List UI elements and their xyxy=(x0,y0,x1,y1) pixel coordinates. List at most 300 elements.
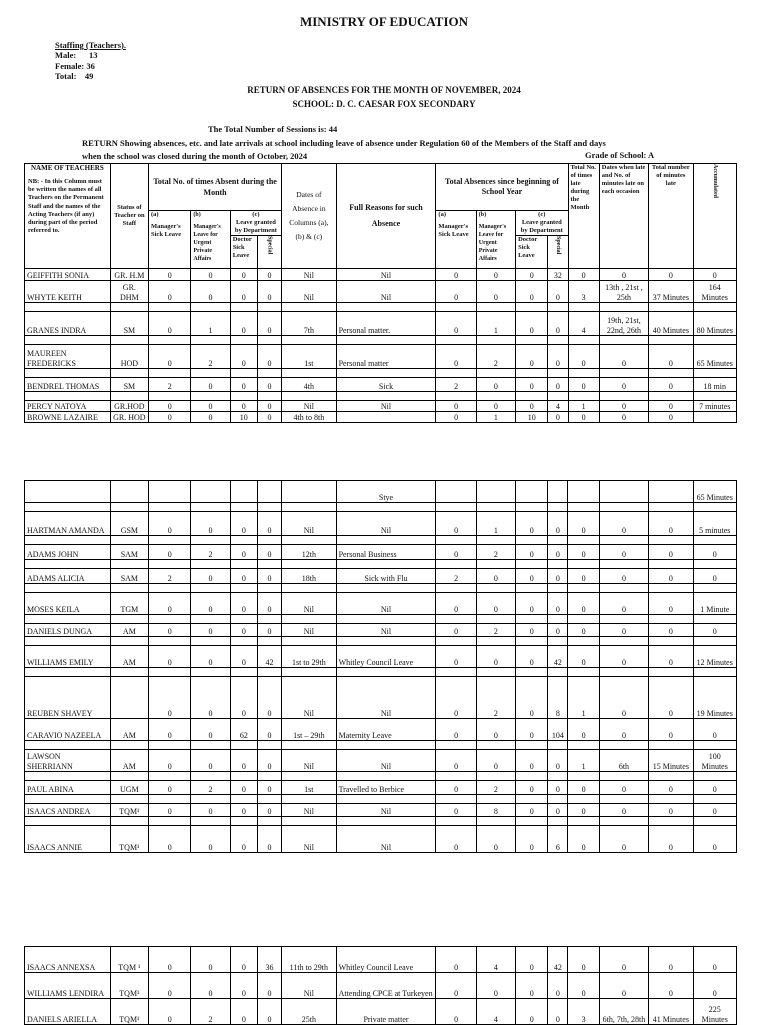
urgent-leave-cell: 0 xyxy=(191,412,230,423)
special-leave-cell: 0 xyxy=(257,781,281,795)
sick-leave-cell: 0 xyxy=(149,677,191,719)
late-count-cell: 3 xyxy=(568,281,599,303)
table-row-spacer xyxy=(25,795,737,804)
total-urgent-cell: 0 xyxy=(476,646,515,668)
header-special xyxy=(257,236,281,269)
special-leave-cell: 0 xyxy=(257,750,281,772)
urgent-leave-cell: 0 xyxy=(191,569,230,584)
doctor-leave-cell: 0 xyxy=(230,512,257,536)
total-doctor-cell: 0 xyxy=(516,826,548,853)
table-row xyxy=(25,481,737,503)
urgent-leave-cell: 0 xyxy=(191,750,230,772)
urgent-leave-cell: 1 xyxy=(191,312,230,336)
header-col-b-2: (b) xyxy=(478,212,487,218)
total-sick-cell: 0 xyxy=(436,281,476,303)
late-count-cell: 0 xyxy=(568,378,599,392)
header-col-a: (a) xyxy=(151,211,159,218)
absence-dates-cell: 25th xyxy=(282,999,336,1025)
absence-dates-cell: Nil xyxy=(282,826,336,853)
header-urgent-label: Manager's Leave for Urgent Private Affairs xyxy=(193,224,221,262)
absence-reason-cell: Nil xyxy=(336,804,436,817)
teacher-name-cell: REUBEN SHAVEY xyxy=(25,677,111,719)
total-urgent-cell: 4 xyxy=(476,947,515,973)
special-leave-cell: 0 xyxy=(257,269,281,281)
doctor-leave-cell: 0 xyxy=(230,826,257,853)
status-cell: UGM xyxy=(110,781,148,795)
accumulated-cell: 5 minutes xyxy=(693,512,737,536)
total-sick-cell: 0 xyxy=(436,312,476,336)
absence-reason-cell: Nil xyxy=(336,281,436,303)
late-count-cell: 0 xyxy=(568,646,599,668)
status-cell: TQM¹ xyxy=(110,826,148,853)
teacher-name-cell: HARTMAN AMANDA xyxy=(25,512,111,536)
late-count-cell: 0 xyxy=(568,569,599,584)
late-count-cell: 0 xyxy=(568,973,599,999)
absence-reason-cell: Maternity Leave xyxy=(336,719,436,741)
total-doctor-cell: 0 xyxy=(516,512,548,536)
late-count-cell: 0 xyxy=(568,719,599,741)
absence-dates-cell: 4th xyxy=(282,378,336,392)
table-row xyxy=(25,312,737,336)
teacher-name-cell: CARAVIO NAZEELA xyxy=(25,719,111,741)
late-minutes-cell: 0 xyxy=(649,593,693,615)
urgent-leave-cell: 0 xyxy=(191,677,230,719)
late-count-cell: 1 xyxy=(568,677,599,719)
total-doctor-cell: 0 xyxy=(516,401,548,412)
total-special-cell: 0 xyxy=(548,624,568,637)
total-urgent-cell: 2 xyxy=(476,545,515,560)
total-urgent-cell: 0 xyxy=(476,378,515,392)
total-doctor-cell: 0 xyxy=(516,677,548,719)
accumulated-cell: 19 Minutes xyxy=(693,677,737,719)
total-sick-cell: 0 xyxy=(436,750,476,772)
table-row xyxy=(25,804,737,817)
teacher-name-cell: BROWNE LAZAIRE xyxy=(25,412,111,423)
total-doctor-cell: 0 xyxy=(516,947,548,973)
total-doctor-cell: 0 xyxy=(516,281,548,303)
special-leave-cell: 0 xyxy=(257,512,281,536)
doctor-leave-cell: 0 xyxy=(230,378,257,392)
late-count-cell: 0 xyxy=(568,412,599,423)
doctor-leave-cell: 0 xyxy=(230,781,257,795)
absence-dates-cell: 1st xyxy=(282,781,336,795)
total-sick-cell: 0 xyxy=(436,269,476,281)
absence-table-section-3 xyxy=(24,946,737,1025)
header-late-count: Total No. of times late during the Month xyxy=(568,164,599,269)
school-name: SCHOOL: D. C. CAESAR FOX SECONDARY xyxy=(292,98,476,109)
accumulated-cell: 0 xyxy=(693,826,737,853)
late-dates-cell xyxy=(599,481,648,503)
urgent-leave-cell: 2 xyxy=(191,999,230,1025)
late-minutes-cell: 0 xyxy=(649,569,693,584)
sick-leave-cell: 0 xyxy=(149,312,191,336)
doctor-leave-cell: 0 xyxy=(230,804,257,817)
header-col-c: (c) xyxy=(252,211,260,218)
total-special-cell: 104 xyxy=(548,719,568,741)
late-count-cell: 0 xyxy=(568,624,599,637)
urgent-leave-cell: 0 xyxy=(191,378,230,392)
sick-leave-cell: 0 xyxy=(149,345,191,369)
doctor-leave-cell: 0 xyxy=(230,947,257,973)
urgent-leave-cell: 0 xyxy=(191,804,230,817)
special-leave-cell: 0 xyxy=(257,624,281,637)
special-leave-cell: 42 xyxy=(257,646,281,668)
total-special-cell: 0 xyxy=(548,281,568,303)
late-count-cell: 1 xyxy=(568,401,599,412)
header-name-title: NAME OF TEACHERS xyxy=(30,164,104,172)
special-leave-cell: 0 xyxy=(257,593,281,615)
accumulated-cell xyxy=(693,412,736,423)
absence-reason-cell: Nil xyxy=(336,593,436,615)
total-special-cell: 0 xyxy=(548,593,568,615)
total-doctor-cell: 0 xyxy=(516,973,548,999)
late-count-cell: 3 xyxy=(568,999,599,1025)
total-urgent-cell: 2 xyxy=(476,677,515,719)
total-urgent-cell: 4 xyxy=(476,999,515,1025)
sick-leave-cell: 0 xyxy=(149,804,191,817)
staffing-summary xyxy=(55,40,126,81)
header-sick-label-2: Manager's Sick Leave xyxy=(438,223,469,238)
special-leave-cell: 0 xyxy=(257,345,281,369)
urgent-leave-cell: 0 xyxy=(191,646,230,668)
total-sick-cell: 0 xyxy=(436,947,476,973)
header-urgent-b-2 xyxy=(476,211,515,269)
special-leave-cell: 0 xyxy=(257,677,281,719)
absence-dates-cell: Nil xyxy=(282,269,336,281)
urgent-leave-cell: 0 xyxy=(191,947,230,973)
teacher-name-cell: DANIELS ARIELLA xyxy=(25,999,111,1025)
accumulated-cell: 12 Minutes xyxy=(693,646,737,668)
absence-reason-cell: Nil xyxy=(336,826,436,853)
doctor-leave-cell xyxy=(230,481,257,503)
table-row xyxy=(25,545,737,560)
absence-reason-cell: Nil xyxy=(336,269,436,281)
urgent-leave-cell: 2 xyxy=(191,345,230,369)
absence-dates-cell: 18th xyxy=(282,569,336,584)
status-cell: HOD xyxy=(110,345,148,369)
doctor-leave-cell: 0 xyxy=(230,593,257,615)
total-urgent-cell: 2 xyxy=(476,624,515,637)
status-cell: TQM¹ xyxy=(110,973,148,999)
total-urgent-cell: 0 xyxy=(476,569,515,584)
late-dates-cell: 6th xyxy=(599,750,648,772)
accumulated-cell: 0 xyxy=(693,947,737,973)
absence-reason-cell: Sick with Flu xyxy=(336,569,436,584)
header-dept-label: Leave granted by Department xyxy=(234,219,277,234)
teacher-name-cell xyxy=(25,481,111,503)
total-doctor-cell: 0 xyxy=(516,646,548,668)
late-minutes-cell: 0 xyxy=(649,947,693,973)
accumulated-cell: 100 Minutes xyxy=(693,750,737,772)
status-cell xyxy=(110,481,148,503)
late-dates-cell: 0 xyxy=(599,677,648,719)
special-leave-cell: 0 xyxy=(257,973,281,999)
accumulated-cell: 0 xyxy=(693,781,737,795)
special-leave-cell: 0 xyxy=(257,569,281,584)
table-row-spacer xyxy=(25,560,737,569)
header-doctor-2: Doctor Sick Leave xyxy=(516,236,548,269)
accumulated-cell: 65 Minutes xyxy=(693,481,737,503)
absence-dates-cell: 1st xyxy=(282,345,336,369)
total-sick-cell: 2 xyxy=(436,378,476,392)
status-cell: TQM ¹ xyxy=(110,947,148,973)
teacher-name-cell: WILLIAMS LENDIRA xyxy=(25,973,111,999)
table-row xyxy=(25,281,737,303)
table-row xyxy=(25,624,737,637)
table-row xyxy=(25,826,737,853)
total-sick-cell: 0 xyxy=(436,624,476,637)
sick-leave-cell: 2 xyxy=(149,378,191,392)
total-sick-cell: 0 xyxy=(436,781,476,795)
total-doctor-cell: 0 xyxy=(516,345,548,369)
total-urgent-cell: 0 xyxy=(476,269,515,281)
late-count-cell: 0 xyxy=(568,781,599,795)
late-dates-cell: 0 xyxy=(599,804,648,817)
page-title: MINISTRY OF EDUCATION xyxy=(299,14,469,29)
absence-reason-cell: Stye xyxy=(336,481,436,503)
teacher-name-cell: PAUL ABINA xyxy=(25,781,111,795)
late-minutes-cell: 0 xyxy=(649,512,693,536)
total-urgent-cell: 0 xyxy=(476,593,515,615)
special-leave-cell: 0 xyxy=(257,804,281,817)
late-count-cell xyxy=(568,481,599,503)
late-minutes-cell: 0 xyxy=(649,719,693,741)
urgent-leave-cell: 0 xyxy=(191,512,230,536)
special-leave-cell: 0 xyxy=(257,312,281,336)
teacher-name-cell: ISAACS ANDREA xyxy=(25,804,111,817)
table-row xyxy=(25,750,737,772)
late-count-cell: 0 xyxy=(568,947,599,973)
accumulated-cell: 80 Minutes xyxy=(693,312,736,336)
absence-dates-cell: Nil xyxy=(282,804,336,817)
total-doctor-cell: 10 xyxy=(516,412,548,423)
staffing-male: Male: 13 xyxy=(55,50,98,61)
header-special-label: Special xyxy=(266,236,273,255)
absence-dates-cell: 1st – 29th xyxy=(282,719,336,741)
late-minutes-cell: 15 Minutes xyxy=(649,750,693,772)
urgent-leave-cell: 2 xyxy=(191,545,230,560)
absence-dates-cell: 4th to 8th xyxy=(282,412,336,423)
late-count-cell: 1 xyxy=(568,750,599,772)
table-row-spacer xyxy=(25,392,737,401)
special-leave-cell: 0 xyxy=(257,999,281,1025)
total-special-cell: 0 xyxy=(548,378,568,392)
absence-dates-cell: Nil xyxy=(282,593,336,615)
total-doctor-cell: 0 xyxy=(516,750,548,772)
doctor-leave-cell: 0 xyxy=(230,312,257,336)
table-row xyxy=(25,378,737,392)
status-cell: AM xyxy=(110,750,148,772)
teacher-name-cell: GEIFFITH SONIA xyxy=(25,269,111,281)
doctor-leave-cell: 0 xyxy=(230,401,257,412)
urgent-leave-cell: 0 xyxy=(191,719,230,741)
table-row xyxy=(25,973,737,999)
absence-dates-cell: Nil xyxy=(282,973,336,999)
table-row xyxy=(25,512,737,536)
total-doctor-cell: 0 xyxy=(516,624,548,637)
sick-leave-cell: 0 xyxy=(149,947,191,973)
accumulated-cell: 0 xyxy=(693,545,737,560)
description-line-2: when the school was closed during the month of October, 2024 xyxy=(82,151,308,161)
late-dates-cell: 0 xyxy=(599,947,648,973)
status-cell: SAM xyxy=(110,545,148,560)
total-doctor-cell: 0 xyxy=(516,804,548,817)
late-count-cell: 0 xyxy=(568,269,599,281)
late-dates-cell: 0 xyxy=(599,719,648,741)
special-leave-cell: 0 xyxy=(257,412,281,423)
late-count-cell: 4 xyxy=(568,312,599,336)
sick-leave-cell: 0 xyxy=(149,719,191,741)
absence-dates-cell xyxy=(282,481,336,503)
header-name-note: NB: - In this Column must be written the names of all Teachers on the Permanent Staff and the names of the Acting Teachers (if any) during part of the period referred to. xyxy=(28,178,104,235)
doctor-leave-cell: 62 xyxy=(230,719,257,741)
header-dates-absence: Dates of Absence in Columns (a), (b) & (c) xyxy=(282,164,336,269)
header-accumulated-label: Accumulated xyxy=(711,164,718,198)
late-dates-cell: 0 xyxy=(599,269,648,281)
total-special-cell: 8 xyxy=(548,677,568,719)
total-urgent-cell: 0 xyxy=(476,750,515,772)
urgent-leave-cell: 0 xyxy=(191,624,230,637)
late-dates-cell: 0 xyxy=(599,781,648,795)
late-minutes-cell: 0 xyxy=(649,378,693,392)
school-grade: Grade of School: A xyxy=(585,150,655,160)
accumulated-cell: 0 xyxy=(693,804,737,817)
late-count-cell: 0 xyxy=(568,804,599,817)
late-dates-cell: 0 xyxy=(599,512,648,536)
late-dates-cell: 6th, 7th, 28th xyxy=(599,999,648,1025)
total-special-cell: 0 xyxy=(548,569,568,584)
sick-leave-cell: 0 xyxy=(149,545,191,560)
sick-leave-cell: 0 xyxy=(149,269,191,281)
sick-leave-cell: 0 xyxy=(149,826,191,853)
sessions-count: The Total Number of Sessions is: 44 xyxy=(208,124,338,134)
total-urgent-cell: 2 xyxy=(476,781,515,795)
header-special-2 xyxy=(548,236,568,269)
absence-reason-cell: Personal matter xyxy=(336,345,436,369)
total-sick-cell xyxy=(436,481,476,503)
total-sick-cell: 0 xyxy=(436,512,476,536)
sick-leave-cell: 0 xyxy=(149,646,191,668)
total-sick-cell: 0 xyxy=(436,401,476,412)
absence-dates-cell: Nil xyxy=(282,677,336,719)
absence-dates-cell: 12th xyxy=(282,545,336,560)
absence-dates-cell: Nil xyxy=(282,750,336,772)
header-late-dates: Dates when late and No. of minutes late on each occasion xyxy=(599,164,648,269)
late-count-cell: 0 xyxy=(568,826,599,853)
total-special-cell: 6 xyxy=(548,826,568,853)
table-row xyxy=(25,412,737,423)
urgent-leave-cell: 0 xyxy=(191,826,230,853)
total-urgent-cell: 0 xyxy=(476,973,515,999)
total-sick-cell: 0 xyxy=(436,412,476,423)
absence-table-section-2 xyxy=(24,480,737,853)
table-row-spacer xyxy=(25,772,737,781)
late-dates-cell: 0 xyxy=(599,378,648,392)
table-row xyxy=(25,593,737,615)
late-minutes-cell: 0 xyxy=(649,677,693,719)
header-dept-c-2 xyxy=(516,211,568,236)
late-minutes-cell: 41 Minutes xyxy=(649,999,693,1025)
header-col-c-2: (c) xyxy=(538,211,546,218)
sick-leave-cell: 0 xyxy=(149,750,191,772)
total-special-cell xyxy=(548,481,568,503)
table-body-section-2 xyxy=(25,481,737,853)
table-row-spacer xyxy=(25,741,737,750)
late-minutes-cell: 0 xyxy=(649,624,693,637)
table-row xyxy=(25,401,737,412)
doctor-leave-cell: 10 xyxy=(230,412,257,423)
accumulated-cell: 0 xyxy=(693,719,737,741)
total-sick-cell: 2 xyxy=(436,569,476,584)
header-status: Status of Teacher on Staff xyxy=(110,164,148,269)
total-urgent-cell: 1 xyxy=(476,412,515,423)
staffing-heading: Staffing (Teachers). xyxy=(55,40,126,50)
doctor-leave-cell: 0 xyxy=(230,973,257,999)
table-row-spacer xyxy=(25,637,737,646)
late-dates-cell: 0 xyxy=(599,646,648,668)
table-row-spacer xyxy=(25,668,737,677)
status-cell: SM xyxy=(110,312,148,336)
header-name-cell xyxy=(25,164,111,269)
late-minutes-cell: 0 xyxy=(649,646,693,668)
total-doctor-cell xyxy=(516,481,548,503)
absence-reason-cell: Personal Business xyxy=(336,545,436,560)
late-dates-cell: 0 xyxy=(599,973,648,999)
teacher-name-cell: ADAMS ALICIA xyxy=(25,569,111,584)
status-cell: TGM xyxy=(110,593,148,615)
accumulated-cell: 0 xyxy=(693,569,737,584)
table-row xyxy=(25,677,737,719)
late-minutes-cell: 0 xyxy=(649,826,693,853)
status-cell: TQM¹ xyxy=(110,999,148,1025)
header-doctor: Doctor Sick Leave xyxy=(230,236,257,269)
table-row-spacer xyxy=(25,615,737,624)
total-sick-cell: 0 xyxy=(436,646,476,668)
total-sick-cell: 0 xyxy=(436,804,476,817)
staffing-total: Total: 49 xyxy=(55,70,94,81)
total-sick-cell: 0 xyxy=(436,593,476,615)
sick-leave-cell: 0 xyxy=(149,281,191,303)
table-row xyxy=(25,947,737,973)
late-minutes-cell: 0 xyxy=(649,401,693,412)
total-special-cell: 0 xyxy=(548,312,568,336)
accumulated-cell: 1 Minute xyxy=(693,593,737,615)
teacher-name-cell: DANIELS DUNGA xyxy=(25,624,111,637)
late-minutes-cell: 0 xyxy=(649,973,693,999)
accumulated-cell: 164 Minutes xyxy=(693,281,736,303)
late-minutes-cell: 0 xyxy=(649,545,693,560)
total-special-cell: 42 xyxy=(548,947,568,973)
total-special-cell: 4 xyxy=(548,401,568,412)
table-row-spacer xyxy=(25,817,737,826)
absence-reason-cell: Nil xyxy=(336,512,436,536)
late-dates-cell: 0 xyxy=(599,593,648,615)
absence-reason-cell: Nil xyxy=(336,624,436,637)
doctor-leave-cell: 0 xyxy=(230,281,257,303)
absence-reason-cell: Personal matter. xyxy=(336,312,436,336)
absence-reason-cell: Whitley Council Leave xyxy=(336,947,436,973)
total-doctor-cell: 0 xyxy=(516,781,548,795)
table-row xyxy=(25,719,737,741)
total-urgent-cell: 1 xyxy=(476,512,515,536)
doctor-leave-cell: 0 xyxy=(230,999,257,1025)
late-dates-cell: 0 xyxy=(599,401,648,412)
absence-dates-cell: Nil xyxy=(282,624,336,637)
table-row xyxy=(25,646,737,668)
header-col-a-2: (a) xyxy=(438,211,447,218)
urgent-leave-cell: 0 xyxy=(191,973,230,999)
total-doctor-cell: 0 xyxy=(516,312,548,336)
